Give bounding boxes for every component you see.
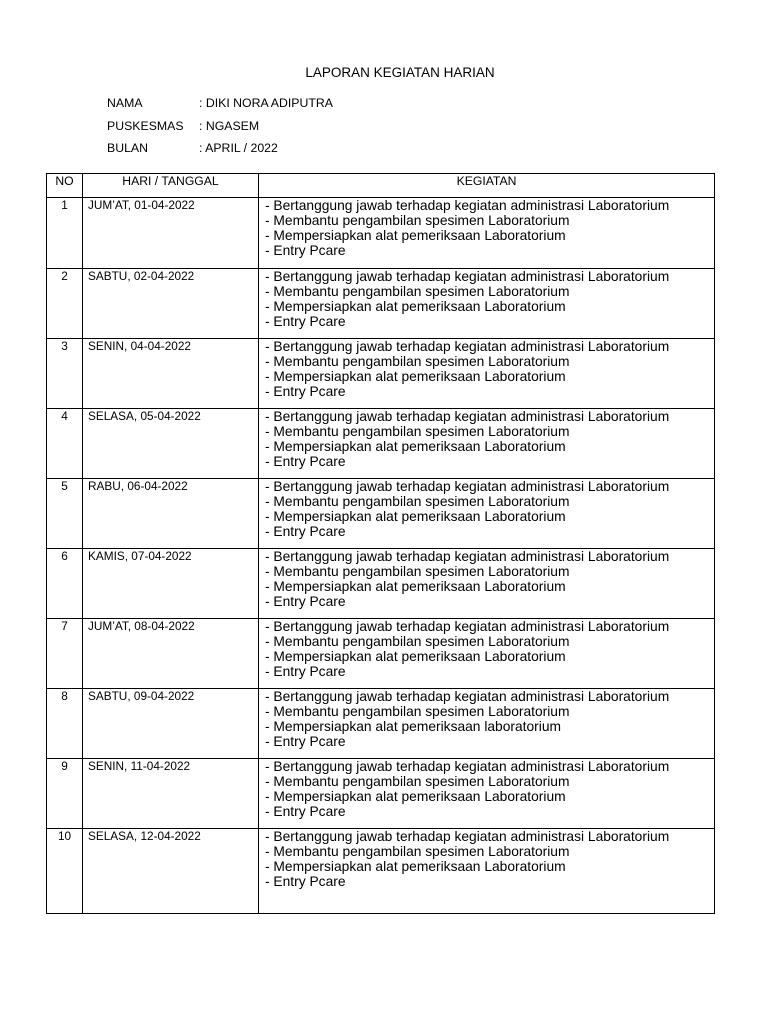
row-date: JUM’AT, 01-04-2022 bbox=[83, 198, 259, 268]
activity-item: - Bertanggung jawab terhadap kegiatan administrasi Laboratorium bbox=[265, 339, 670, 354]
activity-item: - Bertanggung jawab terhadap kegiatan administrasi Laboratorium bbox=[265, 619, 670, 634]
table-row bbox=[47, 619, 714, 689]
activity-item: - Bertanggung jawab terhadap kegiatan administrasi Laboratorium bbox=[265, 759, 670, 774]
activity-item: - Membantu pengambilan spesimen Laboratorium bbox=[265, 213, 570, 228]
activity-item: - Mempersiapkan alat pemeriksaan laboratorium bbox=[265, 719, 561, 734]
table-row bbox=[47, 829, 714, 913]
table-row bbox=[47, 198, 714, 269]
info-label: NAMA bbox=[107, 96, 143, 110]
table-row bbox=[47, 759, 714, 829]
activity-item: - Mempersiapkan alat pemeriksaan Laboratorium bbox=[265, 299, 566, 314]
row-activities bbox=[259, 689, 714, 758]
activity-item: - Entry Pcare bbox=[265, 594, 346, 609]
activity-item: - Entry Pcare bbox=[265, 524, 346, 539]
row-number: 3 bbox=[47, 339, 83, 408]
row-date: SABTU, 09-04-2022 bbox=[83, 689, 259, 758]
row-date: SENIN, 04-04-2022 bbox=[83, 339, 259, 408]
row-number: 10 bbox=[47, 829, 83, 913]
activity-item: - Entry Pcare bbox=[265, 734, 346, 749]
header-no: NO bbox=[47, 174, 83, 197]
table-row bbox=[47, 689, 714, 759]
row-date: SELASA, 12-04-2022 bbox=[83, 829, 259, 913]
info-value: : DIKI NORA ADIPUTRA bbox=[199, 96, 333, 110]
activity-item: - Membantu pengambilan spesimen Laboratorium bbox=[265, 634, 570, 649]
header-activities: KEGIATAN bbox=[456, 174, 517, 188]
row-date: KAMIS, 07-04-2022 bbox=[83, 549, 259, 618]
activity-item: - Mempersiapkan alat pemeriksaan Laboratorium bbox=[265, 649, 566, 664]
activity-item: - Bertanggung jawab terhadap kegiatan administrasi Laboratorium bbox=[265, 549, 670, 564]
row-activities bbox=[259, 619, 714, 688]
activity-item: - Membantu pengambilan spesimen Laboratorium bbox=[265, 564, 570, 579]
row-activities bbox=[259, 409, 714, 478]
row-activities bbox=[259, 269, 714, 338]
info-value: : NGASEM bbox=[199, 119, 260, 133]
activity-item: - Bertanggung jawab terhadap kegiatan administrasi Laboratorium bbox=[265, 479, 670, 494]
activity-item: - Entry Pcare bbox=[265, 314, 346, 329]
info-row-puskesmas bbox=[107, 119, 259, 134]
activity-item: - Mempersiapkan alat pemeriksaan Laboratorium bbox=[265, 579, 566, 594]
activity-item: - Bertanggung jawab terhadap kegiatan administrasi Laboratorium bbox=[265, 829, 670, 844]
row-number: 8 bbox=[47, 689, 83, 758]
activity-item: - Entry Pcare bbox=[265, 804, 346, 819]
activity-item: - Membantu pengambilan spesimen Laboratorium bbox=[265, 844, 570, 859]
info-row-name bbox=[107, 96, 333, 111]
activity-item: - Membantu pengambilan spesimen Laboratorium bbox=[265, 284, 570, 299]
activity-item: - Mempersiapkan alat pemeriksaan Laboratorium bbox=[265, 789, 566, 804]
activity-item: - Entry Pcare bbox=[265, 384, 346, 399]
activity-item: - Entry Pcare bbox=[265, 874, 346, 889]
table-header-row bbox=[47, 174, 714, 198]
activity-item: - Bertanggung jawab terhadap kegiatan administrasi Laboratorium bbox=[265, 269, 670, 284]
info-value: : APRIL / 2022 bbox=[199, 141, 278, 155]
row-date: JUM’AT, 08-04-2022 bbox=[83, 619, 259, 688]
row-number: 7 bbox=[47, 619, 83, 688]
activity-item: - Entry Pcare bbox=[265, 664, 346, 679]
activity-item: - Mempersiapkan alat pemeriksaan Laboratorium bbox=[265, 439, 566, 454]
table-row bbox=[47, 479, 714, 549]
info-label: PUSKESMAS bbox=[107, 119, 184, 133]
row-date: SENIN, 11-04-2022 bbox=[83, 759, 259, 828]
activity-item: - Mempersiapkan alat pemeriksaan Laboratorium bbox=[265, 509, 566, 524]
row-number: 2 bbox=[47, 269, 83, 338]
activity-item: - Entry Pcare bbox=[265, 454, 346, 469]
row-number: 4 bbox=[47, 409, 83, 478]
activity-item: - Bertanggung jawab terhadap kegiatan administrasi Laboratorium bbox=[265, 409, 670, 424]
activity-item: - Membantu pengambilan spesimen Laboratorium bbox=[265, 494, 570, 509]
activity-item: - Bertanggung jawab terhadap kegiatan administrasi Laboratorium bbox=[265, 689, 670, 704]
row-date: SABTU, 02-04-2022 bbox=[83, 269, 259, 338]
row-activities bbox=[259, 479, 714, 548]
activity-item: - Entry Pcare bbox=[265, 243, 346, 258]
table-row bbox=[47, 549, 714, 619]
row-activities bbox=[259, 339, 714, 408]
row-number: 6 bbox=[47, 549, 83, 618]
activity-item: - Mempersiapkan alat pemeriksaan Laboratorium bbox=[265, 859, 566, 874]
activity-item: - Bertanggung jawab terhadap kegiatan administrasi Laboratorium bbox=[265, 198, 670, 213]
table-row bbox=[47, 269, 714, 339]
activity-item: - Membantu pengambilan spesimen Laboratorium bbox=[265, 774, 570, 789]
row-number: 1 bbox=[47, 198, 83, 268]
activity-table bbox=[46, 173, 715, 914]
row-activities bbox=[259, 759, 714, 828]
activity-item: - Membantu pengambilan spesimen Laboratorium bbox=[265, 424, 570, 439]
row-number: 9 bbox=[47, 759, 83, 828]
row-date: RABU, 06-04-2022 bbox=[83, 479, 259, 548]
activity-item: - Mempersiapkan alat pemeriksaan Laboratorium bbox=[265, 228, 566, 243]
row-activities bbox=[259, 198, 714, 268]
report-title: LAPORAN KEGIATAN HARIAN bbox=[305, 65, 495, 80]
header-date: HARI / TANGGAL bbox=[83, 174, 259, 197]
row-date: SELASA, 05-04-2022 bbox=[83, 409, 259, 478]
info-label: BULAN bbox=[107, 141, 149, 155]
activity-item: - Membantu pengambilan spesimen Laboratorium bbox=[265, 354, 570, 369]
table-row bbox=[47, 409, 714, 479]
row-activities bbox=[259, 549, 714, 618]
table-row bbox=[47, 339, 714, 409]
row-activities bbox=[259, 829, 714, 913]
row-number: 5 bbox=[47, 479, 83, 548]
info-row-month bbox=[107, 141, 278, 156]
activity-item: - Mempersiapkan alat pemeriksaan Laboratorium bbox=[265, 369, 566, 384]
activity-item: - Membantu pengambilan spesimen Laboratorium bbox=[265, 704, 570, 719]
